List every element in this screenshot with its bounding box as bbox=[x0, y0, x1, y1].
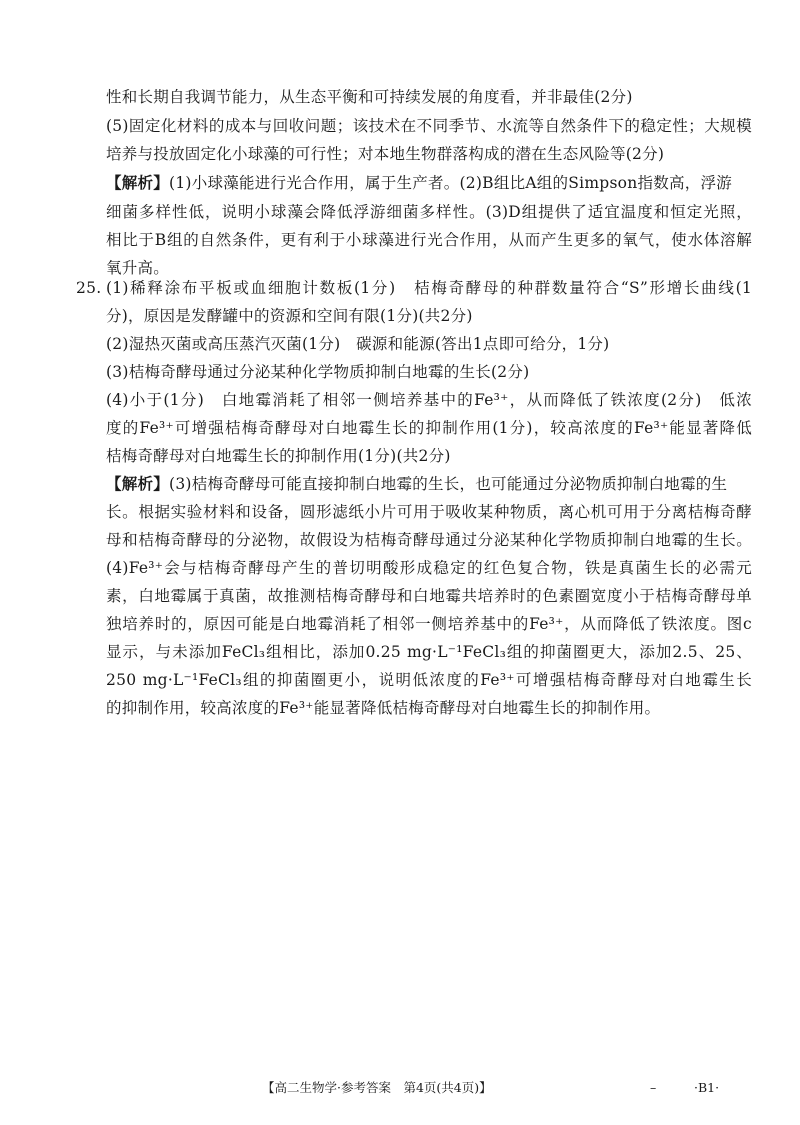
analysis-25-line: 素，白地霉属于真菌，故推测桔梅奇酵母和白地霉共培养时的色素圈宽度小于桔梅奇酵母单 bbox=[106, 587, 752, 605]
answer-25-4-line: (4)小于(1分) 白地霉消耗了相邻一侧培养基中的Fe³⁺，从而降低了铁浓度(2分) 低浓 bbox=[106, 391, 752, 409]
analysis-25-line: 母和桔梅奇酵母的分泌物，故假设为桔梅奇酵母通过分泌某种化学物质抑制白地霉的生长。 bbox=[106, 531, 752, 549]
analysis-25-line: (4)Fe³⁺会与桔梅奇酵母产生的普切明酸形成稳定的红色复合物，铁是真菌生长的必需元 bbox=[106, 559, 752, 577]
analysis-24-line: 相比于B组的自然条件，更有利于小球藻进行光合作用，从而产生更多的氧气，使水体溶解 bbox=[106, 231, 752, 249]
analysis-25-line: 的抑制作用，较高浓度的Fe³⁺能显著降低桔梅奇酵母对白地霉生长的抑制作用。 bbox=[106, 699, 661, 717]
analysis-24-line: 细菌多样性低，说明小球藻会降低浮游细菌多样性。(3)D组提供了适宜温度和恒定光照， bbox=[106, 203, 752, 221]
answer-5-line: (5)固定化材料的成本与回收问题；该技术在不同季节、水流等自然条件下的稳定性；大规模 bbox=[106, 117, 752, 135]
analysis-tag: 【解析】 bbox=[106, 173, 170, 192]
answer-25-3: (3)桔梅奇酵母通过分泌某种化学物质抑制白地霉的生长(2分) bbox=[106, 363, 530, 381]
prev-answer-line: 性和长期自我调节能力，从生态平衡和可持续发展的角度看，并非最佳(2分) bbox=[106, 88, 633, 106]
answer-25-1-line: (1)稀释涂布平板或血细胞计数板(1分) 桔梅奇酵母的种群数量符合“S”形增长曲线(1 bbox=[106, 279, 752, 297]
analysis-25-line: 显示，与未添加FeCl₃组相比，添加0.25 mg·L⁻¹FeCl₃组的抑菌圈更大，添加2.5、25、 bbox=[106, 643, 752, 661]
analysis-24-line: 氧升高。 bbox=[106, 259, 170, 277]
analysis-25-line: 独培养时的，原因可能是白地霉消耗了相邻一侧培养基中的Fe³⁺，从而降低了铁浓度。图c bbox=[106, 615, 752, 633]
page-footer: 【高二生物学·参考答案 第4页(共4页)】 bbox=[262, 1080, 492, 1095]
analysis-24-line: 【解析】(1)小球藻能进行光合作用，属于生产者。(2)B组比A组的Simpson指数高，浮游 bbox=[106, 173, 732, 192]
footer-code: ·B1· bbox=[694, 1080, 720, 1095]
answer-25-4-line: 桔梅奇酵母对白地霉生长的抑制作用(1分)(共2分) bbox=[106, 447, 451, 465]
analysis-25-line: 250 mg·L⁻¹FeCl₃组的抑菌圈更小，说明低浓度的Fe³⁺可增强桔梅奇酵母对白地霉生长 bbox=[106, 671, 752, 689]
answer-25-1-line: 分)，原因是发酵罐中的资源和空间有限(1分)(共2分) bbox=[106, 307, 473, 325]
answer-25-2: (2)湿热灭菌或高压蒸汽灭菌(1分) 碳源和能源(答出1点即可给分，1分) bbox=[106, 335, 610, 353]
analysis-25-line: 【解析】(3)桔梅奇酵母可能直接抑制白地霉的生长，也可能通过分泌物质抑制白地霉的生 bbox=[106, 474, 728, 493]
analysis-25-line: 长。根据实验材料和设备，圆形滤纸小片可用于吸收某种物质，离心机可用于分离桔梅奇酵 bbox=[106, 503, 752, 521]
question-number: 25. bbox=[76, 279, 102, 297]
answer-5-line: 培养与投放固定化小球藻的可行性；对本地生物群落构成的潜在生态风险等(2分) bbox=[106, 145, 665, 163]
analysis-tag: 【解析】 bbox=[106, 474, 170, 493]
answer-25-4-line: 度的Fe³⁺可增强桔梅奇酵母对白地霉生长的抑制作用(1分)，较高浓度的Fe³⁺能显著降低 bbox=[106, 419, 752, 437]
footer-dash: – bbox=[650, 1080, 657, 1095]
